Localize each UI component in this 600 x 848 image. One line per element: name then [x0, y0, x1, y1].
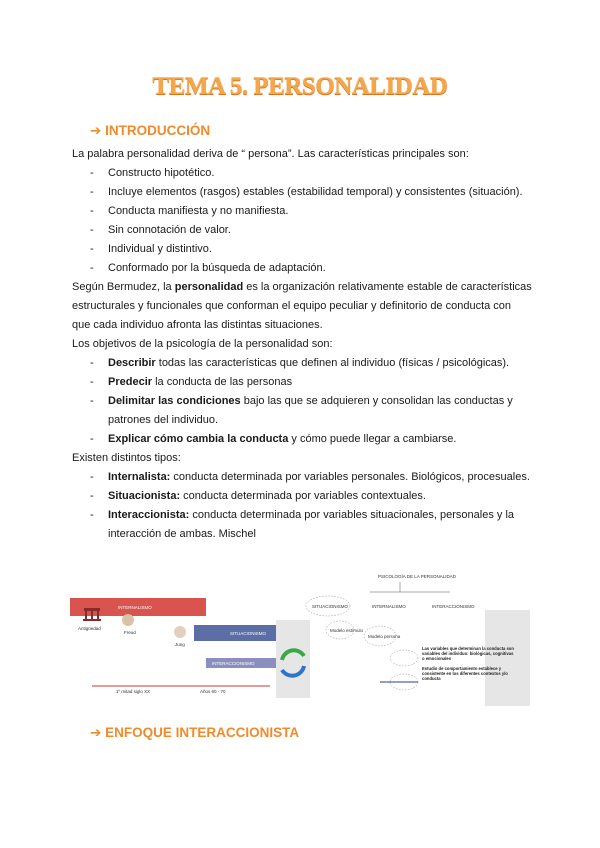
list-item	[72, 164, 532, 183]
list-item-text: Constructo hipotético.	[108, 167, 215, 179]
list-item	[72, 487, 532, 506]
node-modelo-estimulo-label: Modelo estímulo	[330, 628, 364, 633]
list-item-text: conducta determinada por variables personales. Biológicos, procesuales.	[170, 471, 530, 483]
objectives-list	[72, 354, 532, 449]
internalismo-label: INTERNALISMO	[118, 605, 152, 610]
concept-map-figure	[300, 570, 530, 710]
list-item	[72, 259, 532, 278]
section-label: INTRODUCCIÓN	[105, 123, 211, 138]
arrow-icon: ➔	[90, 123, 102, 138]
list-item-text: y cómo puede llegar a cambiarse.	[288, 433, 457, 445]
node-dashed-1	[390, 650, 418, 666]
list-item	[72, 202, 532, 221]
node-interaccionismo-label: INTERACCIONISMO	[432, 604, 475, 609]
list-item-text: Conducta manifiesta y no manifiesta.	[108, 205, 289, 217]
section-heading-enfoque-interaccionista	[90, 725, 299, 741]
definition-paragraph	[72, 278, 532, 335]
page-title: TEMA 5. PERSONALIDAD	[152, 73, 448, 100]
objectives-intro: Los objetivos de la psicología de la personalidad son:	[72, 338, 333, 350]
list-item	[72, 183, 532, 202]
freud-portrait	[122, 614, 134, 626]
list-item-text: conducta determinada por variables contextuales.	[180, 490, 426, 502]
bullet-dash: -	[90, 471, 94, 483]
bullet-dash: -	[90, 205, 94, 217]
definition-before: Según Bermudez, la	[72, 281, 175, 293]
list-item-bold: Delimitar las condiciones	[108, 395, 241, 407]
definition-bold: personalidad	[174, 281, 244, 293]
types-intro: Existen distintos tipos:	[72, 452, 181, 464]
list-item-text: Incluye elementos (rasgos) estables (estabilidad temporal) y consistentes (situación).	[108, 186, 523, 198]
list-item-bold: Predecir	[108, 376, 153, 388]
bullet-dash: -	[90, 395, 94, 407]
list-item	[72, 221, 532, 240]
node-internalismo-label: INTERNALISMO	[372, 604, 406, 609]
list-item-text: conducta determinada por variables situacionales, personales y la interacción de ambas. Mischel	[108, 509, 515, 540]
caption-jung: Jung	[175, 642, 185, 647]
list-item-bold: Situacionista:	[108, 490, 181, 502]
caption-antiguedad: Antigüedad	[78, 626, 101, 631]
list-item	[72, 373, 532, 392]
node-situacionismo-label: SITUACIONISMO	[312, 604, 349, 609]
list-item	[72, 430, 532, 449]
list-item-bold: Explicar cómo cambia la conducta	[108, 433, 289, 445]
characteristics-list	[72, 164, 532, 278]
body-text	[72, 145, 532, 544]
bullet-dash: -	[90, 167, 94, 179]
axis-label-2: Años 60 - 70	[200, 689, 226, 694]
jung-portrait	[174, 626, 186, 638]
list-item-text: Individual y distintivo.	[108, 243, 212, 255]
list-item	[72, 240, 532, 259]
list-item	[72, 506, 532, 544]
map-top-label: PSICOLOGÍA DE LA PERSONALIDAD	[378, 574, 457, 579]
types-list	[72, 468, 532, 544]
intro-line: La palabra personalidad deriva de “ persona”. Las características principales son:	[72, 148, 469, 160]
definition-after: es la organización relativamente estable de características estructurales y funcionales que conforman el equipo peculiar y definitorio de conducta con que cada individuo afronta las distintas situaciones.	[72, 281, 532, 331]
bullet-dash: -	[90, 490, 94, 502]
list-item-bold: Internalista:	[108, 471, 171, 483]
bullet-dash: -	[90, 186, 94, 198]
timeline-figure	[70, 590, 310, 700]
temple-icon	[83, 608, 101, 621]
list-item-bold: Interaccionista:	[108, 509, 190, 521]
list-item-text: todas las características que definen al individuo (físicas / psicológicas).	[155, 357, 510, 369]
list-item-text: la conducta de las personas	[152, 376, 293, 388]
section-label: ENFOQUE INTERACCIONISTA	[105, 725, 300, 740]
bullet-dash: -	[90, 243, 94, 255]
list-item-text: Sin connotación de valor.	[108, 224, 231, 236]
bullet-dash: -	[90, 357, 94, 369]
section-heading-introduccion	[90, 123, 210, 139]
list-item	[72, 468, 532, 487]
list-item-text: bajo las que se adquieren y consolidan las conductas y patrones del individuo.	[108, 395, 513, 426]
node-modelo-persona-label: Modelo persona	[368, 634, 401, 639]
note-1: Las variables que determinan la conducta son variables del individuo: biológicas, cognitivas o emocionales	[422, 646, 514, 661]
interaccionismo-label: INTERACCIONISMO	[212, 661, 255, 666]
list-item	[72, 392, 532, 430]
bullet-dash: -	[90, 224, 94, 236]
list-item-text: Conformado por la búsqueda de adaptación.	[108, 262, 326, 274]
note-2: Estudio de comportamiento establece y consistente en los diferentes contextos y/o conducta	[422, 666, 508, 681]
list-item-bold: Describir	[108, 357, 156, 369]
bullet-dash: -	[90, 509, 94, 521]
bullet-dash: -	[90, 262, 94, 274]
caption-freud: Freud	[124, 630, 136, 635]
bullet-dash: -	[90, 376, 94, 388]
list-item	[72, 354, 532, 373]
axis-label-1: 1º mitad siglo XX	[116, 689, 151, 694]
bullet-dash: -	[90, 433, 94, 445]
situacionismo-label: SITUACIONISMO	[230, 631, 267, 636]
notes	[422, 646, 517, 706]
arrow-icon: ➔	[90, 725, 102, 740]
